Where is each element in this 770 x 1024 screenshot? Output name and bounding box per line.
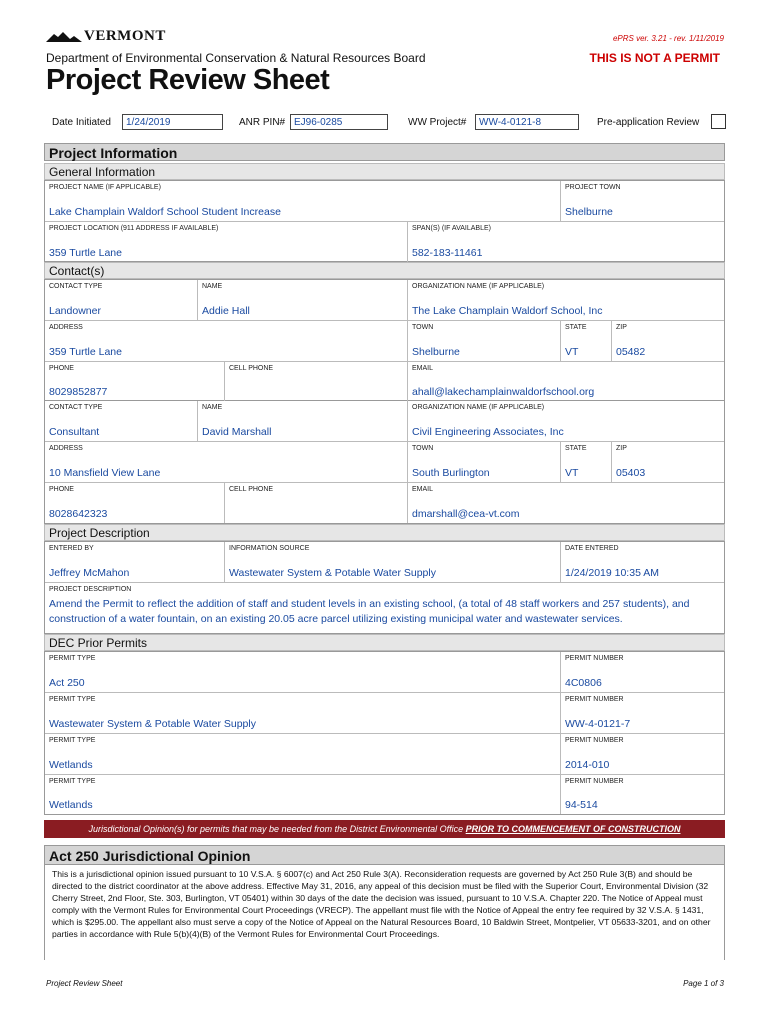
contact-phone-cell [45,483,225,523]
location-value[interactable]: 359 Turtle Lane [49,247,122,259]
contact-org-label: ORGANIZATION NAME (IF APPLICABLE) [412,404,545,411]
project-town-cell [561,181,724,222]
contact-address-label: ADDRESS [49,324,83,331]
contact-address-cell [45,442,408,483]
permit-type-value[interactable]: Wetlands [49,759,93,771]
info-source-cell [225,542,561,583]
contact-address-value[interactable]: 10 Mansfield View Lane [49,467,161,479]
contact-phone-value[interactable]: 8028642323 [49,508,108,520]
permit-number-value[interactable]: WW-4-0121-7 [565,718,631,730]
contact-address-value[interactable]: 359 Turtle Lane [49,346,122,358]
span-value[interactable]: 582-183-11461 [412,247,483,259]
contact-phone-label: PHONE [49,486,74,493]
permit-type-cell [45,775,561,814]
jurisdictional-banner [44,820,725,838]
project-name-value[interactable]: Lake Champlain Waldorf School Student Increase [49,206,281,218]
location-label: PROJECT LOCATION (911 ADDRESS IF AVAILABLE) [49,225,219,232]
contact-org-cell [408,280,724,321]
contact-zip-label: ZIP [616,324,627,331]
contact-org-value[interactable]: The Lake Champlain Waldorf School, Inc [412,305,603,317]
project-desc-label: PROJECT DESCRIPTION [49,586,132,593]
contact-zip-cell [612,321,724,362]
contact-state-cell [561,321,612,362]
vermont-logo [46,28,166,45]
project-description-grid [44,541,725,634]
contact-state-value[interactable]: VT [565,467,579,479]
permit-number-value[interactable]: 2014-010 [565,759,610,771]
permit-type-value[interactable]: Wetlands [49,799,93,811]
project-name-cell [45,181,561,222]
permit-type-label: PERMIT TYPE [49,778,96,785]
date-entered-cell [561,542,724,583]
permit-type-cell [45,652,561,693]
prior-permits-grid [44,651,725,815]
contact-town-cell [408,442,561,483]
contact-type-value[interactable]: Landowner [49,305,101,317]
contact-type-cell [45,401,198,442]
permit-number-cell [561,652,724,693]
entered-by-value[interactable]: Jeffrey McMahon [49,567,130,579]
permit-type-label: PERMIT TYPE [49,696,96,703]
contact-1-grid [44,279,725,401]
contacts-heading: Contact(s) [44,262,725,279]
department-name: Department of Environmental Conservation & Natural Resources Board [46,51,426,65]
entered-by-label: ENTERED BY [49,545,94,552]
contact-name-value[interactable]: Addie Hall [202,305,250,317]
contact-name-cell [198,280,408,321]
contact-town-value[interactable]: South Burlington [412,467,490,479]
permit-number-label: PERMIT NUMBER [565,737,624,744]
version-label: ePRS ver. 3.21 - rev. 1/11/2019 [612,34,724,43]
permit-number-cell [561,734,724,775]
footer-title: Project Review Sheet [46,979,123,988]
contact-email-value[interactable]: ahall@lakechamplainwaldorfschool.org [412,386,595,398]
permit-type-cell [45,693,561,734]
project-desc-cell [45,583,724,633]
date-initiated-field[interactable]: 1/24/2019 [122,114,223,130]
contact-email-cell [408,483,724,523]
contact-state-label: STATE [565,324,587,331]
project-description-heading: Project Description [44,524,725,541]
banner-text: Jurisdictional Opinion(s) for permits that may be needed from the District Environmental Office [88,824,464,834]
contact-phone-value[interactable]: 8029852877 [49,386,108,398]
contact-name-label: NAME [202,404,223,411]
act250-heading: Act 250 Jurisdictional Opinion [44,845,725,865]
contact-name-label: NAME [202,283,223,290]
preapp-label: Pre-application Review [597,117,700,128]
contact-org-label: ORGANIZATION NAME (IF APPLICABLE) [412,283,545,290]
permit-type-cell [45,734,561,775]
permit-number-label: PERMIT NUMBER [565,778,624,785]
page-title: Project Review Sheet [46,64,330,96]
contact-address-label: ADDRESS [49,445,83,452]
contact-town-cell [408,321,561,362]
entered-by-cell [45,542,225,583]
contact-town-label: TOWN [412,445,434,452]
permit-number-value[interactable]: 94-514 [565,799,598,811]
contact-town-value[interactable]: Shelburne [412,346,460,358]
act250-right-border [724,865,725,960]
project-town-value[interactable]: Shelburne [565,206,613,218]
general-info-heading: General Information [44,163,725,180]
act250-opinion-text: This is a jurisdictional opinion issued pursuant to 10 V.S.A. § 6007(c) and Act 250 Rule 3(A). Reconsideration requests are governed by Act 250 Rule 3(B) and should be directed to the district coordinator at the above address. Effective May 31, 2016, any appeal of this decision must be filed with the Superior Court, Environmental Division (32 Cherry Street, 2nd Floor, Ste. 303, Burlington, VT 05401) within 30 days of the date the decision was issued, pursuant to 10 V.S.A. Chapter 220. The Notice of Appeal must comply with the Vermont Rules for Environmental Court Proceedings (VRECP). The appellant must file with the Notice of Appeal the entry fee required by 32 V.S.A. § 1431, which is $295.00. The appellant also must serve a copy of the Notice of Appeal on the Natural Resources Board, 10 Baldwin Street, Montpelier, VT 05633-3201, and on other parties in accordance with Rule 5(b)(4)(B) of the Vermont Rules for Environmental Court Proceedings. [52,869,711,939]
project-name-label: PROJECT NAME (IF APPLICABLE) [49,184,161,191]
contact-phone-cell [45,362,225,401]
permit-type-value[interactable]: Act 250 [49,677,85,689]
contact-state-value[interactable]: VT [565,346,579,358]
project-info-heading: Project Information [44,143,725,161]
header-fields-row [46,113,726,133]
permit-number-label: PERMIT NUMBER [565,696,624,703]
logo-text: VERMONT [84,28,166,44]
contact-org-cell [408,401,724,442]
contact-type-cell [45,280,198,321]
date-initiated-label: Date Initiated [52,117,111,128]
contact-2-grid [44,401,725,524]
contact-state-label: STATE [565,445,587,452]
project-desc-value[interactable]: Amend the Permit to reflect the addition of staff and student levels in an existing school, (a total of 48 staff workers and 257 students), and construction of a water fountain, on an existing 20.05 acre parcel utilizing existing municipal water and wastewater services. [49,598,690,625]
banner-emphasis: PRIOR TO COMMENCEMENT OF CONSTRUCTION [465,824,681,834]
info-source-label: INFORMATION SOURCE [229,545,310,552]
permit-type-label: PERMIT TYPE [49,655,96,662]
contact-cell-phone-cell [225,362,408,401]
contact-zip-label: ZIP [616,445,627,452]
contact-type-label: CONTACT TYPE [49,404,103,411]
permit-type-label: PERMIT TYPE [49,737,96,744]
permit-number-value[interactable]: 4C0806 [565,677,602,689]
contact-cell-phone-label: CELL PHONE [229,365,274,372]
contact-address-cell [45,321,408,362]
preapp-checkbox[interactable] [711,114,726,129]
contact-cell-phone-cell [225,483,408,523]
contact-name-cell [198,401,408,442]
info-source-value[interactable]: Wastewater System & Potable Water Supply [229,567,436,579]
project-town-label: PROJECT TOWN [565,184,621,191]
mountain-logo-icon [46,31,82,43]
contact-state-cell [561,442,612,483]
ww-project-field[interactable]: WW-4-0121-8 [475,114,579,130]
permit-number-cell [561,775,724,814]
date-entered-value[interactable]: 1/24/2019 10:35 AM [565,567,659,579]
general-info-grid [44,180,725,262]
anr-pin-label: ANR PIN# [239,117,286,128]
span-label: SPAN(S) (IF AVAILABLE) [412,225,491,232]
contact-type-value[interactable]: Consultant [49,426,100,438]
contact-type-label: CONTACT TYPE [49,283,103,290]
not-permit-notice: THIS IS NOT A PERMIT [589,51,720,65]
contact-zip-value[interactable]: 05482 [616,346,646,358]
contact-email-value[interactable]: dmarshall@cea-vt.com [412,508,520,520]
act250-left-border [44,865,45,960]
contact-email-label: EMAIL [412,486,434,493]
contact-name-value[interactable]: David Marshall [202,426,272,438]
page-number: Page 1 of 3 [683,979,724,988]
contact-org-value[interactable]: Civil Engineering Associates, Inc [412,426,564,438]
contact-cell-phone-label: CELL PHONE [229,486,274,493]
permit-number-label: PERMIT NUMBER [565,655,624,662]
contact-zip-value[interactable]: 05403 [616,467,646,479]
date-entered-label: DATE ENTERED [565,545,619,552]
anr-pin-field[interactable]: EJ96-0285 [290,114,388,130]
ww-project-label: WW Project# [408,117,467,128]
location-cell [45,222,408,262]
contact-email-cell [408,362,724,401]
contact-email-label: EMAIL [412,365,434,372]
contact-phone-label: PHONE [49,365,74,372]
contact-town-label: TOWN [412,324,434,331]
permit-type-value[interactable]: Wastewater System & Potable Water Supply [49,718,256,730]
permit-number-cell [561,693,724,734]
contact-zip-cell [612,442,724,483]
span-cell [408,222,724,262]
prior-permits-heading: DEC Prior Permits [44,634,725,651]
